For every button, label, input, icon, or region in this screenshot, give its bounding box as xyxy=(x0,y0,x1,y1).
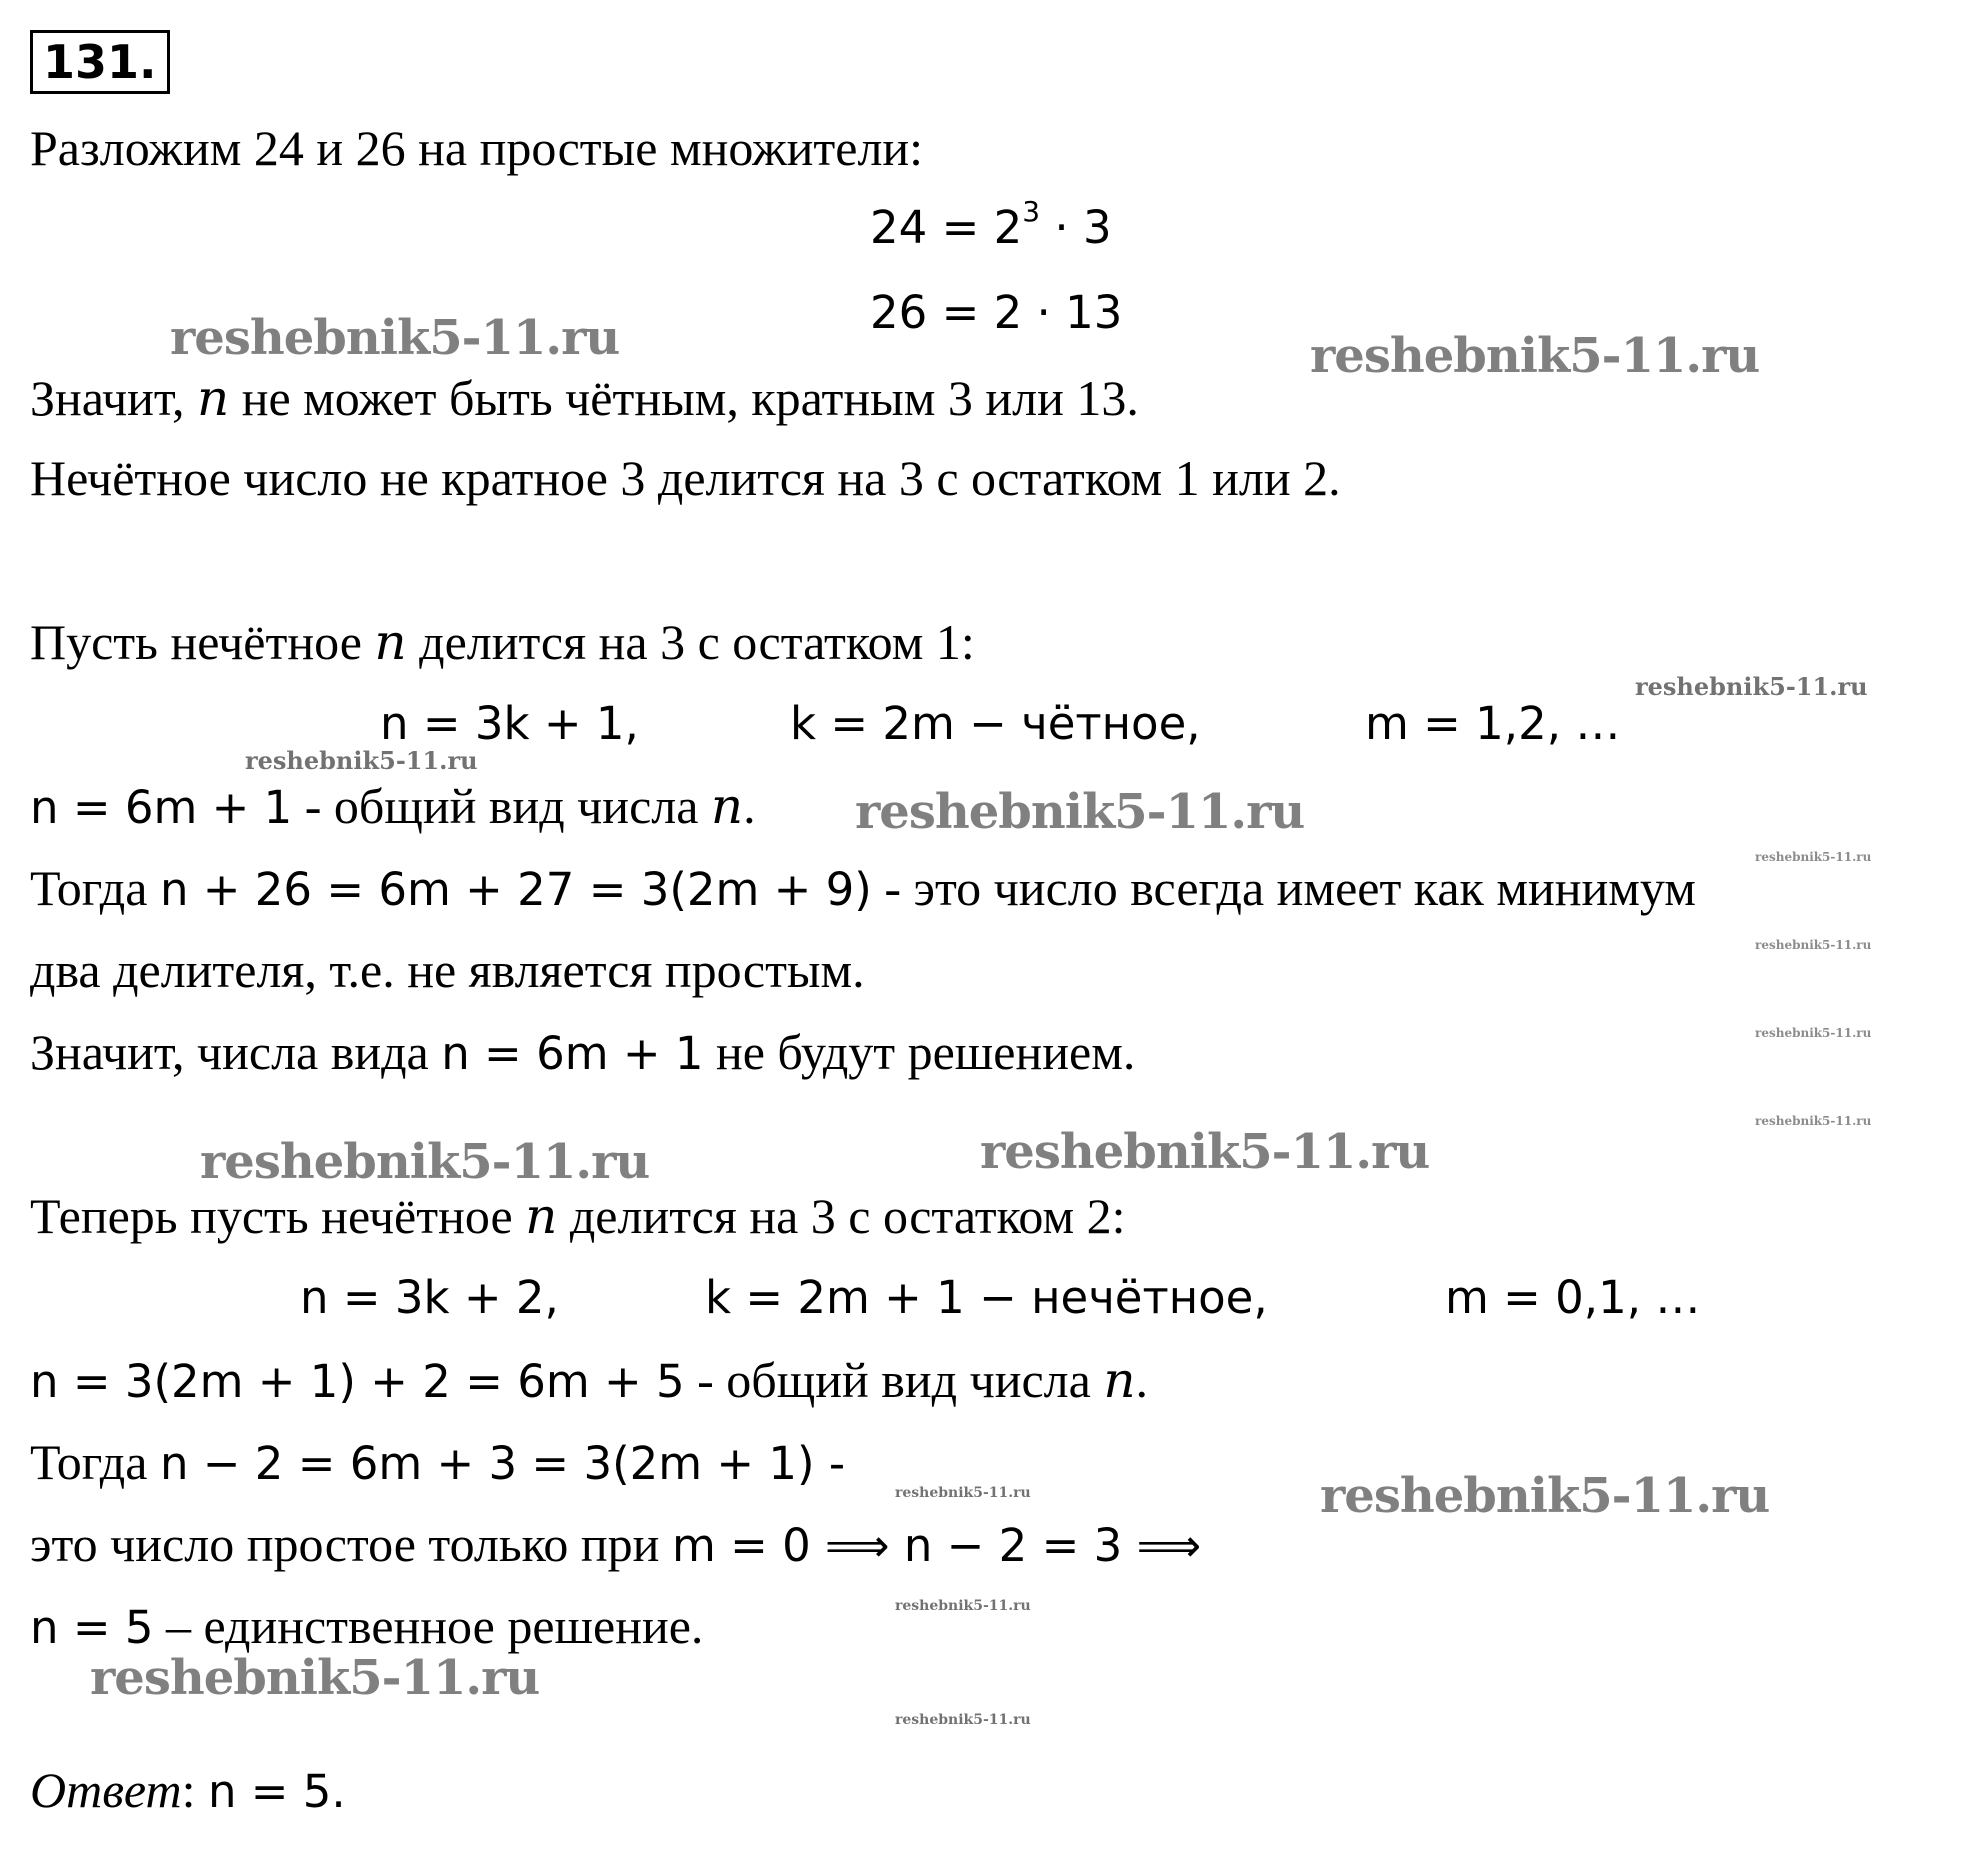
formula-13a: n = 3k + 2, xyxy=(300,1271,559,1324)
equation-24-right: · 3 xyxy=(1040,201,1112,254)
text-line-14-b: - общий вид числа xyxy=(684,1352,1104,1408)
watermark: reshebnik5-11.ru xyxy=(1755,1114,1872,1128)
text-line-16 xyxy=(30,1514,1201,1576)
text-line-9-c: - это число всегда имеет как минимум xyxy=(871,860,1696,916)
text-line-6-b: делится на 3 с остатком 1: xyxy=(406,614,975,670)
formula-13b: k = 2m + 1 − нечётное, xyxy=(705,1271,1268,1324)
text-line-12-var: n xyxy=(525,1187,558,1245)
watermark: reshebnik5-11.ru xyxy=(200,1134,650,1190)
answer-line xyxy=(30,1760,346,1822)
watermark: reshebnik5-11.ru xyxy=(170,310,620,366)
text-line-17-b: – единственное решение. xyxy=(153,1598,704,1654)
text-line-4-a: Значит, xyxy=(30,370,197,426)
problem-number: 131. xyxy=(30,30,170,94)
equation-26: 26 = 2 · 13 xyxy=(870,286,1123,339)
watermark: reshebnik5-11.ru xyxy=(1755,850,1872,864)
equation-24-left: 24 = 2 xyxy=(870,201,1023,254)
text-line-4 xyxy=(30,368,1139,428)
formula-13c: m = 0,1, … xyxy=(1445,1271,1701,1324)
text-line-15-a: Тогда xyxy=(30,1434,160,1490)
text-line-6 xyxy=(30,612,975,672)
text-line-8-b: - общий вид числа xyxy=(292,778,711,834)
text-line-9 xyxy=(30,858,1696,920)
text-line-16-a: это число простое только при xyxy=(30,1516,672,1572)
formula-7b: k = 2m − чётное, xyxy=(790,697,1201,750)
text-line-9-a: Тогда xyxy=(30,860,160,916)
text-line-17 xyxy=(30,1596,703,1658)
text-line-4-var: n xyxy=(197,369,230,427)
watermark: reshebnik5-11.ru xyxy=(1755,1026,1872,1040)
text-line-16-formula: m = 0 ⟹ n − 2 = 3 ⟹ xyxy=(671,1519,1202,1572)
watermark: reshebnik5-11.ru xyxy=(90,1650,540,1706)
formula-7a: n = 3k + 1, xyxy=(380,697,639,750)
text-line-8 xyxy=(30,776,756,838)
text-line-11 xyxy=(30,1022,1135,1084)
watermark: reshebnik5-11.ru xyxy=(1310,328,1760,384)
watermark: reshebnik5-11.ru xyxy=(1635,672,1868,701)
watermark: reshebnik5-11.ru xyxy=(895,1485,1031,1501)
text-line-14-c: . xyxy=(1135,1352,1149,1408)
watermark: reshebnik5-11.ru xyxy=(855,784,1305,840)
text-line-10: два делителя, т.е. не является простым. xyxy=(30,942,865,998)
text-line-11-formula: n = 6m + 1 xyxy=(441,1027,704,1080)
text-line-11-a: Значит, числа вида xyxy=(30,1024,442,1080)
text-line-12-b: делится на 3 с остатком 2: xyxy=(557,1188,1126,1244)
text-line-9-formula: n + 26 = 6m + 27 = 3(2m + 9) xyxy=(159,863,872,916)
text-line-15 xyxy=(30,1432,845,1494)
text-line-15-formula: n − 2 = 6m + 3 = 3(2m + 1) - xyxy=(159,1437,846,1490)
text-line-5: Нечётное число не кратное 3 делится на 3 с остатком 1 или 2. xyxy=(30,450,1341,506)
text-line-8-c: . xyxy=(743,778,756,834)
text-line-14-formula: n = 3(2m + 1) + 2 = 6m + 5 xyxy=(30,1355,685,1408)
watermark: reshebnik5-11.ru xyxy=(245,746,478,775)
watermark: reshebnik5-11.ru xyxy=(980,1124,1430,1180)
text-line-14 xyxy=(30,1350,1148,1412)
formula-7c: m = 1,2, … xyxy=(1365,697,1621,750)
text-line-4-b: не может быть чётным, кратным 3 или 13. xyxy=(229,370,1139,426)
text-line-8-formula: n = 6m + 1 xyxy=(30,781,293,834)
watermark: reshebnik5-11.ru xyxy=(1755,938,1872,952)
equation-24 xyxy=(870,195,1112,258)
text-line-11-c: не будут решением. xyxy=(703,1024,1136,1080)
text-line-6-a: Пусть нечётное xyxy=(30,614,375,670)
text-line-6-var: n xyxy=(374,613,407,671)
text-line-12 xyxy=(30,1186,1125,1246)
text-line-14-var: n xyxy=(1103,1351,1136,1409)
text-line-8-var: n xyxy=(710,777,744,835)
text-line-17-formula: n = 5 xyxy=(30,1601,154,1654)
equation-24-exponent: 3 xyxy=(1022,195,1041,228)
answer-label: Ответ xyxy=(30,1762,182,1818)
answer-colon: : xyxy=(181,1762,208,1818)
text-line-12-a: Теперь пусть нечётное xyxy=(30,1188,526,1244)
answer-value: n = 5. xyxy=(207,1765,346,1818)
watermark: reshebnik5-11.ru xyxy=(895,1712,1031,1728)
watermark: reshebnik5-11.ru xyxy=(895,1598,1031,1614)
watermark: reshebnik5-11.ru xyxy=(1320,1468,1770,1524)
text-line-1: Разложим 24 и 26 на простые множители: xyxy=(30,120,924,176)
